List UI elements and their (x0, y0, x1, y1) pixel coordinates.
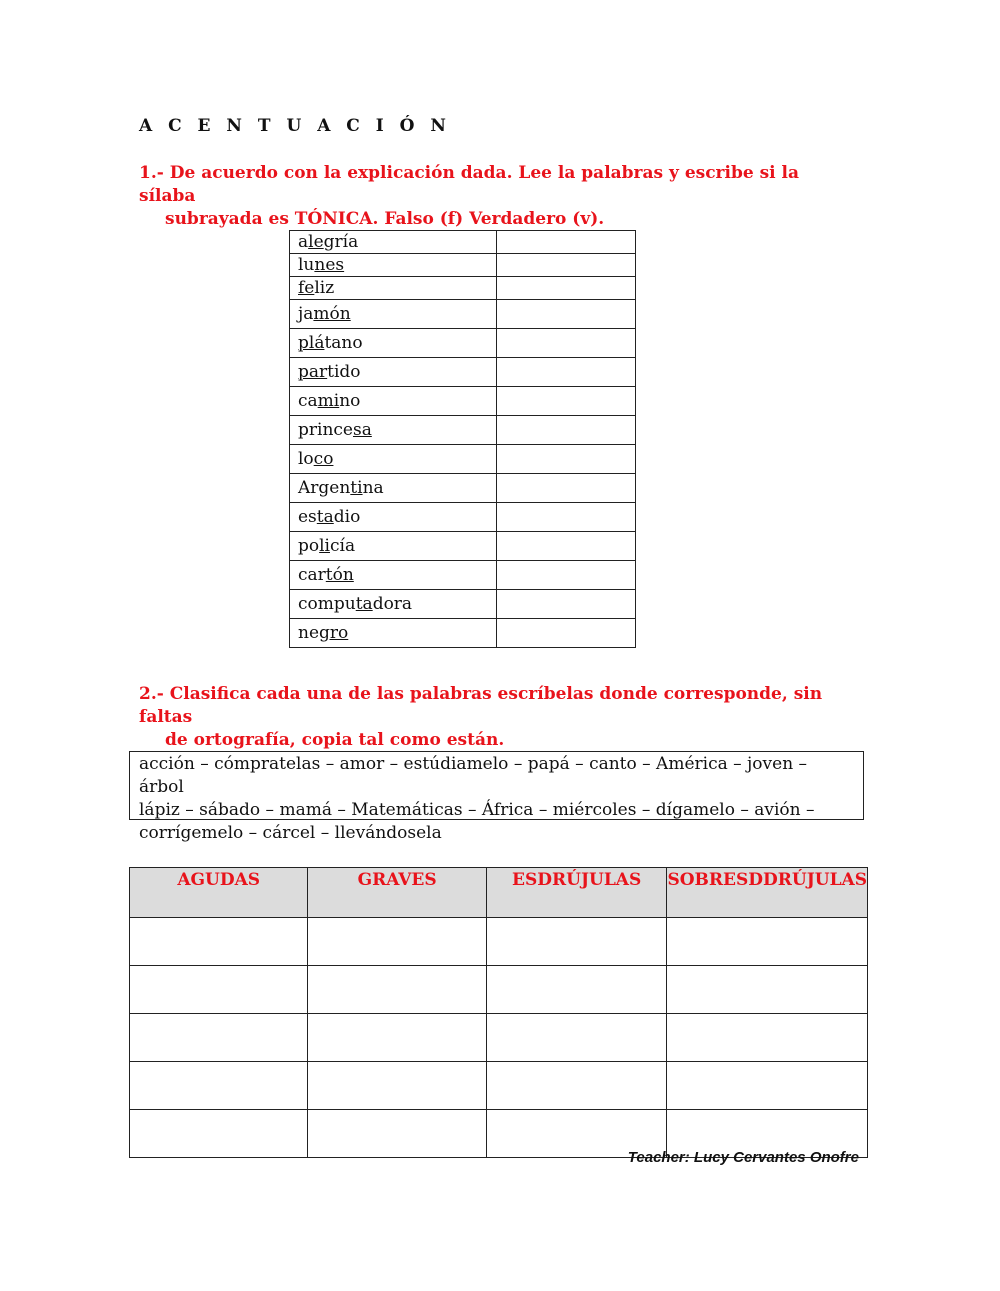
word-row (290, 254, 636, 277)
classification-table (129, 867, 868, 1158)
classification-cell[interactable] (308, 1014, 486, 1062)
word-suffix: dio (333, 507, 361, 527)
word-prefix: compu (298, 594, 356, 614)
word-row (290, 590, 636, 619)
question-1-line-1: De acuerdo con la explicación dada. Lee la palabras y escribe si la sílaba (139, 163, 800, 206)
underlined-syllable: par (298, 362, 328, 382)
word-suffix: cía (330, 536, 356, 556)
word-prefix: lu (298, 255, 315, 275)
word-row (290, 474, 636, 503)
word-cell (290, 619, 497, 648)
classification-cell[interactable] (667, 1062, 868, 1110)
classification-cell[interactable] (667, 918, 868, 966)
classification-cell[interactable] (486, 1014, 667, 1062)
header-esdrujulas: ESDRÚJULAS (486, 868, 667, 918)
word-row (290, 532, 636, 561)
answer-cell[interactable] (496, 387, 635, 416)
answer-cell[interactable] (496, 619, 635, 648)
answer-cell[interactable] (496, 254, 635, 277)
teacher-credit: Teacher: Lucy Cervantes Onofre (627, 1149, 859, 1166)
question-2 (139, 683, 879, 752)
word-cell (290, 503, 497, 532)
word-row (290, 277, 636, 300)
word-suffix: tano (324, 333, 363, 353)
underlined-syllable: fe (298, 278, 315, 298)
header-agudas: AGUDAS (130, 868, 308, 918)
word-cell (290, 561, 497, 590)
underlined-syllable: ta (316, 507, 334, 527)
word-row (290, 387, 636, 416)
answer-cell[interactable] (496, 503, 635, 532)
classification-cell[interactable] (667, 966, 868, 1014)
word-list-line-1: acción – cómpratelas – amor – estúdiamelo – papá – canto – América – joven – árbol (139, 754, 808, 797)
question-2-line-1: Clasifica cada una de las palabras escríbelas donde corresponde, sin faltas (139, 684, 823, 727)
classification-cell[interactable] (486, 1062, 667, 1110)
underlined-syllable: co (313, 449, 334, 469)
word-row (290, 445, 636, 474)
word-list-line-3: corrígemelo – cárcel – llevándosela (139, 823, 442, 843)
word-suffix: dora (372, 594, 413, 614)
answer-cell[interactable] (496, 445, 635, 474)
word-prefix: po (298, 536, 320, 556)
word-row (290, 231, 636, 254)
underlined-syllable: gro (319, 623, 349, 643)
word-row (290, 300, 636, 329)
header-sobresdrujulas: SOBRESDDRÚJULAS (667, 868, 868, 918)
classification-cell[interactable] (308, 966, 486, 1014)
classification-row (130, 918, 868, 966)
word-cell (290, 277, 497, 300)
word-cell (290, 300, 497, 329)
underlined-syllable: li (319, 536, 330, 556)
word-row (290, 416, 636, 445)
word-prefix: car (298, 565, 326, 585)
classification-cell[interactable] (667, 1014, 868, 1062)
word-row (290, 329, 636, 358)
classification-cell[interactable] (486, 918, 667, 966)
word-list-box (129, 751, 864, 843)
word-prefix: Argen (298, 478, 351, 498)
word-prefix: ca (298, 391, 318, 411)
word-cell (290, 474, 497, 503)
classification-cell[interactable] (130, 1014, 308, 1062)
answer-cell[interactable] (496, 590, 635, 619)
question-2-line-2: de ortografía, copia tal como están. (165, 730, 505, 750)
word-prefix: a (298, 232, 309, 252)
answer-cell[interactable] (496, 358, 635, 387)
question-1-number: 1.- (139, 163, 164, 183)
word-row (290, 358, 636, 387)
underlined-syllable: mi (317, 391, 340, 411)
word-prefix: ne (298, 623, 320, 643)
answer-cell[interactable] (496, 416, 635, 445)
word-row (290, 619, 636, 648)
word-suffix: na (362, 478, 384, 498)
answer-cell[interactable] (496, 561, 635, 590)
underlined-syllable: plá (298, 333, 325, 353)
classification-cell[interactable] (308, 918, 486, 966)
word-prefix: es (298, 507, 317, 527)
word-cell (290, 445, 497, 474)
underlined-syllable: ti (350, 478, 363, 498)
classification-cell[interactable] (308, 1062, 486, 1110)
word-row (290, 561, 636, 590)
word-prefix: ja (298, 304, 314, 324)
underlined-syllable: ta (355, 594, 373, 614)
word-cell (290, 416, 497, 445)
underlined-syllable: le (308, 232, 324, 252)
classification-cell[interactable] (130, 1110, 308, 1158)
answer-cell[interactable] (496, 231, 635, 254)
underlined-syllable: món (313, 304, 351, 324)
word-suffix: gría (323, 232, 359, 252)
word-cell (290, 329, 497, 358)
classification-row (130, 1014, 868, 1062)
classification-row (130, 1062, 868, 1110)
word-suffix: no (339, 391, 361, 411)
question-1 (139, 162, 859, 231)
question-1-line-2: subrayada es TÓNICA. Falso (f) Verdadero (v). (165, 209, 605, 229)
answer-cell[interactable] (496, 300, 635, 329)
classification-cell[interactable] (486, 966, 667, 1014)
word-suffix: tido (327, 362, 361, 382)
word-cell (290, 254, 497, 277)
page-title: A C E N T U A C I Ó N (139, 116, 451, 136)
answer-cell[interactable] (496, 532, 635, 561)
classification-cell[interactable] (130, 966, 308, 1014)
word-suffix: liz (314, 278, 335, 298)
word-cell (290, 358, 497, 387)
answer-cell[interactable] (496, 474, 635, 503)
true-false-table (289, 230, 636, 648)
classification-cell[interactable] (130, 918, 308, 966)
word-cell (290, 590, 497, 619)
word-row (290, 503, 636, 532)
word-prefix: lo (298, 449, 314, 469)
word-prefix: prince (298, 420, 353, 440)
word-list-line-2: lápiz – sábado – mamá – Matemáticas – África – miércoles – dígamelo – avión – (139, 800, 815, 820)
word-cell (290, 532, 497, 561)
answer-cell[interactable] (496, 329, 635, 358)
underlined-syllable: nes (314, 255, 345, 275)
answer-cell[interactable] (496, 277, 635, 300)
underlined-syllable: sa (352, 420, 372, 440)
classification-cell[interactable] (130, 1062, 308, 1110)
word-cell (290, 231, 497, 254)
classification-row (130, 966, 868, 1014)
header-graves: GRAVES (308, 868, 486, 918)
underlined-syllable: tón (325, 565, 354, 585)
word-cell (290, 387, 497, 416)
classification-cell[interactable] (308, 1110, 486, 1158)
question-2-number: 2.- (139, 684, 164, 704)
